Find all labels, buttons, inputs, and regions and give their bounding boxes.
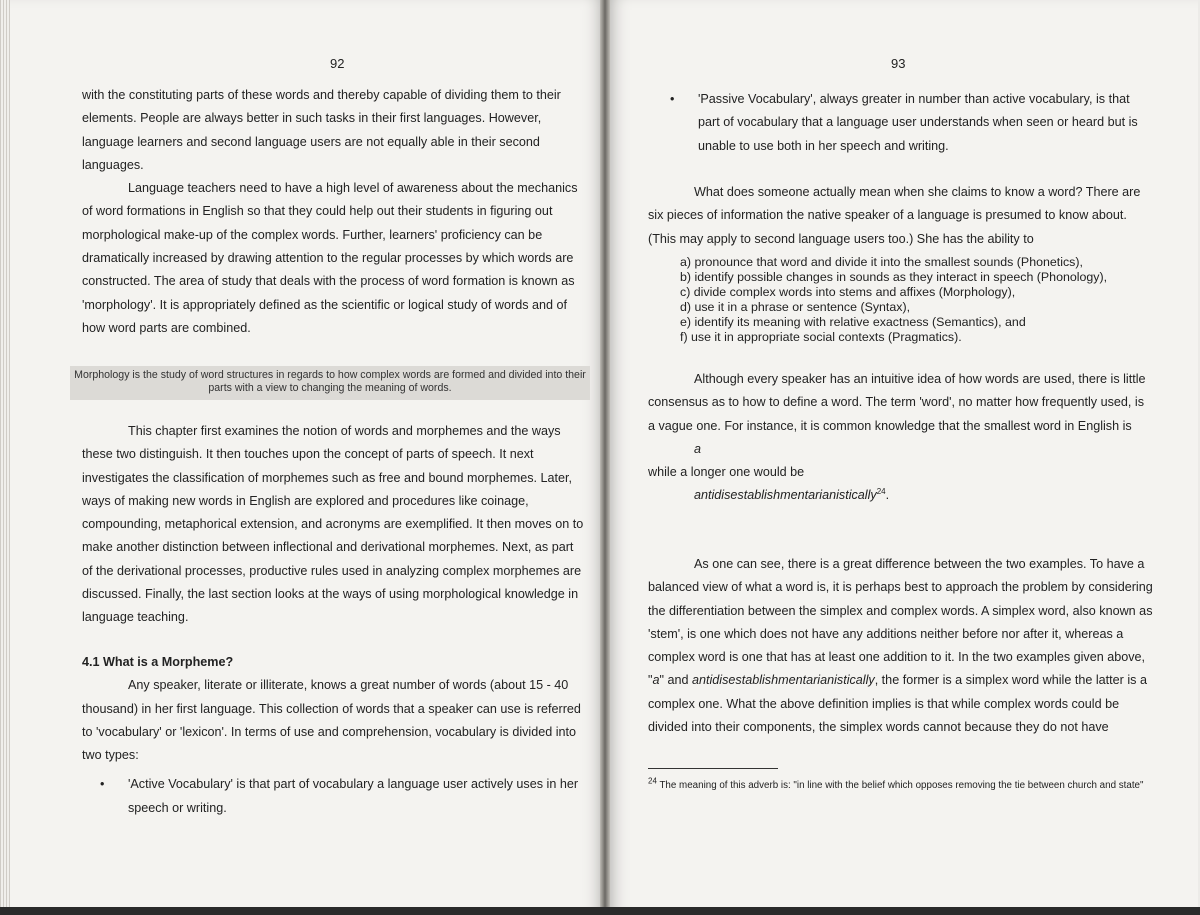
list-item: d) use it in a phrase or sentence (Syntax), (680, 300, 911, 314)
example-word-short: a (694, 441, 702, 456)
footnote-rule (648, 768, 778, 769)
list-item: b) identify possible changes in sounds as they interact in speech (Phonology), (680, 270, 1108, 284)
example-word-long (648, 484, 1153, 507)
definition-callout: Morphology is the study of word structures in regards to how complex words are formed and divided into their parts with a view to changing the meaning of words. (70, 366, 590, 400)
section-heading: 4.1 What is a Morpheme? (82, 655, 234, 669)
text-run: , the former is a simplex word while the latter is a complex one. What the above definition implies is that while complex words could be divided into their components, the simplex words cannot because they do not have (648, 673, 1147, 735)
paragraph: Any speaker, literate or illiterate, knows a great number of words (about 15 - 40 thousand) in her first language. This collection of words that a speaker can use is referred to 'vocabulary' or 'lexicon'. In terms of use and comprehension, vocabulary is divided into two types: (82, 678, 581, 763)
text-run: As one can see, there is a great difference between the two examples. To have a balanced view of what a word is, it is perhaps best to approach the problem by considering the differentiation between the simplex and complex words. A simplex word, also known as 'stem', is one which does not have any additions neither before nor after it, whereas a complex word is one that has at least one addition to it. In the two examples given above, " (648, 557, 1153, 688)
right-text-top (648, 181, 1153, 251)
paragraph: with the constituting parts of these words and thereby capable of dividing them to their elements. People are always better in such tasks in their first languages. However, language learners and second language users are not equally able in their second languages. (82, 88, 561, 172)
book-gutter (600, 0, 610, 915)
footnote-text: The meaning of this adverb is: "in line with the belief which opposes removing the tie between church and state" (659, 780, 1144, 791)
right-bullets (652, 88, 1152, 158)
text-run: a (652, 673, 660, 688)
left-text-bottom (82, 651, 587, 820)
list-item: e) identify its meaning with relative exactness (Semantics), and (680, 315, 1026, 329)
right-text-middle (648, 368, 1153, 508)
list-item: f) use it in appropriate social contexts (Pragmatics). (680, 330, 962, 344)
page-number: 93 (891, 56, 906, 71)
page-number: 92 (330, 56, 345, 71)
paragraph: Language teachers need to have a high level of awareness about the mechanics of word formations in English so that they could help out their students in figuring out morphological make-up of the complex words. Further, learners' proficiency can be dramatically increased by drawing attention to the regular processes by which words are constructed. The area of study that deals with the process of word formation is known as 'morphology'. It is appropriately defined as the scientific or logical study of words and of how word parts are combined. (82, 181, 578, 335)
abilities (680, 255, 1160, 345)
list-item: a) pronounce that word and divide it into the smallest sounds (Phonetics), (680, 255, 1083, 269)
list-item: • 'Active Vocabulary' is that part of vocabulary a language user actively uses in her speech or writing. (82, 773, 587, 820)
list-item: c) divide complex words into stems and affixes (Morphology), (680, 285, 1016, 299)
paragraph: What does someone actually mean when she claims to know a word? There are six pieces of information the native speaker of a language is presumed to know about. (This may apply to second language users too.) She has the ability to (648, 185, 1141, 246)
left-text-middle (82, 420, 587, 630)
paragraph: This chapter first examines the notion of words and morphemes and the ways these two distinguish. It then touches upon the concept of parts of speech. It next investigates the classification of morphemes such as free and bound morphemes. Later, ways of making new words in English are explored and procedures like coinage, compounding, metaphorical extension, and acronyms are exemplified. It then moves on to make another distinction between inflectional and derivational morphemes. Next, as part of the derivational processes, productive rules used in analyzing complex morphemes are discussed. Finally, the last section looks at the ways of using morphological knowledge in language teaching. (82, 424, 584, 625)
vocabulary-types-list (82, 773, 587, 820)
footnote-number: 24 (648, 776, 657, 786)
bottom-edge (0, 907, 1200, 915)
footnote (648, 776, 1148, 795)
example-word: antidisestablishmentarianistically (694, 488, 877, 503)
example-end: . (885, 488, 890, 503)
left-text-top (82, 84, 587, 340)
footnote-marker: 24 (876, 487, 886, 497)
list-item: • 'Passive Vocabulary', always greater in number than active vocabulary, is that part of vocabulary that a language user understands when seen or heard but is unable to use both in her speech and writing. (652, 88, 1152, 158)
paragraph: Although every speaker has an intuitive idea of how words are used, there is little consensus as to how to define a word. The term 'word', no matter how frequently used, is a vague one. For instance, it is common knowledge that the smallest word in English is (648, 372, 1146, 433)
right-text-bottom (648, 553, 1153, 739)
abilities-list (680, 255, 1160, 345)
paragraph: while a longer one would be (648, 465, 805, 480)
text-run: antidisestablishmentarianistically (691, 673, 875, 688)
text-run: " and (659, 673, 689, 688)
vocabulary-types-list (652, 88, 1152, 158)
left-page (10, 0, 604, 915)
paragraph (648, 553, 1153, 739)
right-page (608, 0, 1198, 915)
